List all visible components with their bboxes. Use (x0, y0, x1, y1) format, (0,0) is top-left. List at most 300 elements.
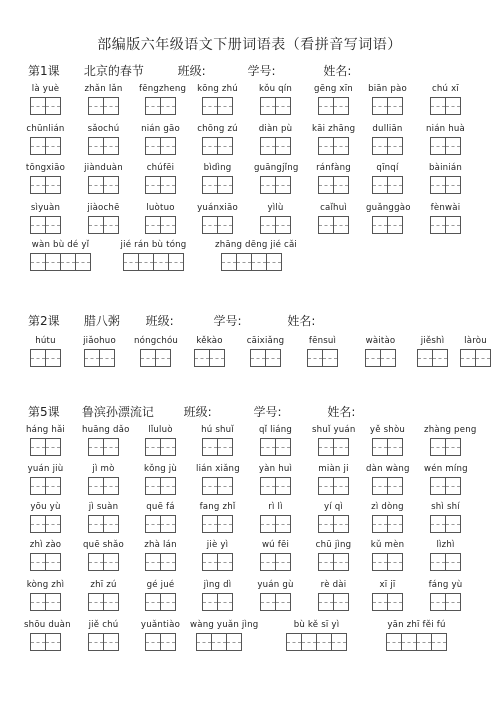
writing-boxes (202, 553, 232, 571)
pinyin-label: kěkào (196, 336, 223, 346)
pinyin-label: qīnqí (376, 163, 399, 173)
character-box[interactable] (387, 97, 403, 115)
writing-boxes (88, 593, 118, 611)
character-box[interactable] (217, 553, 233, 571)
writing-boxes (260, 438, 290, 456)
pinyin-label: jiěshì (420, 336, 445, 346)
character-box[interactable] (430, 477, 446, 495)
student-id-label: 学号: (253, 405, 282, 419)
pinyin-label: là yuè (31, 84, 60, 94)
pinyin-label: gé jué (146, 580, 175, 590)
character-box[interactable] (145, 515, 161, 533)
character-box[interactable] (260, 515, 276, 533)
word-row (0, 124, 499, 168)
writing-boxes (372, 593, 402, 611)
character-box[interactable] (145, 216, 161, 234)
character-box[interactable] (275, 176, 291, 194)
class-label: 班级: (145, 314, 174, 328)
character-box[interactable] (387, 137, 403, 155)
writing-boxes (318, 553, 348, 571)
character-box[interactable] (333, 137, 349, 155)
character-box[interactable] (145, 97, 161, 115)
writing-boxes (202, 176, 232, 194)
character-box[interactable] (318, 97, 334, 115)
character-box[interactable] (209, 349, 225, 367)
lesson-header (28, 312, 315, 329)
writing-boxes (430, 216, 460, 234)
character-box[interactable] (430, 593, 446, 611)
pinyin-label: miàn ji (318, 464, 349, 474)
character-box[interactable] (275, 438, 291, 456)
pinyin-label: bàinián (428, 163, 463, 173)
character-box[interactable] (196, 633, 212, 651)
pinyin-label: jì mò (92, 464, 115, 474)
character-box[interactable] (103, 137, 119, 155)
pinyin-label: tōngxiāo (25, 163, 66, 173)
pinyin-label: zhà lán (144, 540, 177, 550)
writing-boxes (365, 349, 395, 367)
character-box[interactable] (318, 515, 334, 533)
word-row (0, 240, 499, 284)
writing-boxes (30, 216, 60, 234)
character-box[interactable] (138, 253, 154, 271)
character-box[interactable] (260, 438, 276, 456)
character-box[interactable] (202, 176, 218, 194)
character-box[interactable] (160, 97, 176, 115)
page-title: 部编版六年级语文下册词语表（看拼音写词语） (97, 37, 402, 53)
character-box[interactable] (103, 176, 119, 194)
character-box[interactable] (88, 438, 104, 456)
character-box[interactable] (318, 137, 334, 155)
pinyin-label: quē shǎo (83, 540, 124, 550)
character-box[interactable] (145, 438, 161, 456)
character-box[interactable] (103, 97, 119, 115)
writing-boxes (260, 137, 290, 155)
character-box[interactable] (333, 515, 349, 533)
lesson-title: 北京的春节 (83, 64, 144, 78)
character-box[interactable] (372, 593, 388, 611)
writing-boxes (318, 593, 348, 611)
character-box[interactable] (103, 477, 119, 495)
character-box[interactable] (445, 515, 461, 533)
pinyin-label: kǒng jù (143, 464, 178, 474)
character-box[interactable] (275, 477, 291, 495)
character-box[interactable] (372, 553, 388, 571)
character-box[interactable] (88, 176, 104, 194)
pinyin-label: biān pào (368, 84, 407, 94)
character-box[interactable] (88, 633, 104, 651)
character-box[interactable] (30, 515, 46, 533)
character-box[interactable] (45, 253, 61, 271)
character-box[interactable] (372, 97, 388, 115)
character-box[interactable] (60, 253, 76, 271)
character-box[interactable] (99, 349, 115, 367)
writing-boxes (145, 216, 175, 234)
character-box[interactable] (260, 553, 276, 571)
writing-boxes (88, 477, 118, 495)
character-box[interactable] (301, 633, 317, 651)
character-box[interactable] (202, 553, 218, 571)
character-box[interactable] (45, 137, 61, 155)
writing-boxes (318, 137, 348, 155)
character-box[interactable] (318, 553, 334, 571)
character-box[interactable] (30, 216, 46, 234)
pinyin-label: nóngchóu (134, 336, 179, 346)
writing-boxes (30, 515, 60, 533)
character-box[interactable] (430, 176, 446, 194)
writing-boxes (386, 633, 446, 651)
character-box[interactable] (217, 97, 233, 115)
character-box[interactable] (318, 176, 334, 194)
pinyin-label: háng hǎi (25, 425, 66, 435)
word-row (0, 540, 499, 584)
character-box[interactable] (160, 477, 176, 495)
character-box[interactable] (275, 216, 291, 234)
character-box[interactable] (45, 176, 61, 194)
character-box[interactable] (160, 216, 176, 234)
writing-boxes (30, 97, 60, 115)
character-box[interactable] (45, 593, 61, 611)
character-box[interactable] (202, 137, 218, 155)
character-box[interactable] (145, 176, 161, 194)
character-box[interactable] (260, 137, 276, 155)
character-box[interactable] (217, 477, 233, 495)
pinyin-label: yōu yù (30, 502, 61, 512)
character-box[interactable] (430, 438, 446, 456)
pinyin-label: chūnlián (26, 124, 65, 134)
pinyin-label: fang zhǐ (199, 502, 236, 512)
character-box[interactable] (211, 633, 227, 651)
character-box[interactable] (145, 137, 161, 155)
character-box[interactable] (103, 633, 119, 651)
character-box[interactable] (316, 633, 332, 651)
character-box[interactable] (88, 553, 104, 571)
student-name-label: 姓名: (327, 405, 356, 419)
character-box[interactable] (387, 477, 403, 495)
pinyin-label: diàn pù (258, 124, 293, 134)
character-box[interactable] (202, 477, 218, 495)
lesson-title: 腊八粥 (83, 314, 120, 328)
character-box[interactable] (45, 216, 61, 234)
character-box[interactable] (445, 97, 461, 115)
character-box[interactable] (145, 633, 161, 651)
character-box[interactable] (386, 633, 402, 651)
pinyin-label: shì shí (431, 502, 460, 512)
pinyin-label: wàitào (365, 336, 396, 346)
character-box[interactable] (260, 97, 276, 115)
writing-boxes (88, 515, 118, 533)
character-box[interactable] (45, 633, 61, 651)
character-box[interactable] (372, 216, 388, 234)
character-box[interactable] (331, 633, 347, 651)
character-box[interactable] (432, 349, 448, 367)
character-box[interactable] (401, 633, 417, 651)
character-box[interactable] (30, 477, 46, 495)
character-box[interactable] (275, 137, 291, 155)
character-box[interactable] (260, 477, 276, 495)
character-box[interactable] (202, 515, 218, 533)
character-box[interactable] (30, 553, 46, 571)
character-box[interactable] (333, 97, 349, 115)
character-box[interactable] (45, 553, 61, 571)
character-box[interactable] (372, 477, 388, 495)
writing-boxes (372, 137, 402, 155)
pinyin-label: zhǎn lǎn (84, 84, 123, 94)
character-box[interactable] (45, 515, 61, 533)
writing-boxes (145, 438, 175, 456)
character-box[interactable] (202, 593, 218, 611)
character-box[interactable] (445, 438, 461, 456)
character-box[interactable] (217, 216, 233, 234)
character-box[interactable] (217, 438, 233, 456)
character-box[interactable] (202, 97, 218, 115)
pinyin-label: lián xiǎng (196, 464, 240, 474)
character-box[interactable] (475, 349, 491, 367)
character-box[interactable] (103, 438, 119, 456)
character-box[interactable] (30, 349, 46, 367)
character-box[interactable] (318, 438, 334, 456)
writing-boxes (88, 97, 118, 115)
character-box[interactable] (445, 593, 461, 611)
pinyin-label: kòng zhì (26, 580, 65, 590)
character-box[interactable] (372, 515, 388, 533)
writing-boxes (202, 216, 232, 234)
character-box[interactable] (217, 593, 233, 611)
character-box[interactable] (155, 349, 171, 367)
character-box[interactable] (30, 176, 46, 194)
character-box[interactable] (372, 137, 388, 155)
pinyin-label: guǎnggào (366, 203, 411, 213)
student-id-label: 学号: (247, 64, 276, 78)
character-box[interactable] (221, 253, 237, 271)
character-box[interactable] (160, 515, 176, 533)
writing-boxes (88, 438, 118, 456)
character-box[interactable] (318, 593, 334, 611)
character-box[interactable] (202, 216, 218, 234)
student-name-label: 姓名: (323, 64, 352, 78)
character-box[interactable] (430, 97, 446, 115)
character-box[interactable] (333, 438, 349, 456)
character-box[interactable] (372, 438, 388, 456)
character-box[interactable] (160, 593, 176, 611)
pinyin-label: chúfēi (146, 163, 175, 173)
character-box[interactable] (30, 137, 46, 155)
character-box[interactable] (387, 593, 403, 611)
character-box[interactable] (45, 349, 61, 367)
character-box[interactable] (145, 593, 161, 611)
writing-boxes (202, 438, 232, 456)
character-box[interactable] (84, 349, 100, 367)
character-box[interactable] (318, 477, 334, 495)
character-box[interactable] (217, 137, 233, 155)
writing-boxes (318, 477, 348, 495)
writing-boxes (30, 633, 60, 651)
writing-boxes (202, 477, 232, 495)
character-box[interactable] (416, 633, 432, 651)
pinyin-label: quē fá (146, 502, 175, 512)
character-box[interactable] (202, 438, 218, 456)
character-box[interactable] (387, 553, 403, 571)
character-box[interactable] (322, 349, 338, 367)
writing-boxes (145, 515, 175, 533)
writing-boxes (372, 438, 402, 456)
character-box[interactable] (140, 349, 156, 367)
writing-boxes (250, 349, 280, 367)
student-name-label: 姓名: (287, 314, 316, 328)
character-box[interactable] (168, 253, 184, 271)
writing-boxes (145, 137, 175, 155)
character-box[interactable] (160, 633, 176, 651)
writing-boxes (318, 438, 348, 456)
pinyin-label: wàng yuǎn jìng (190, 620, 259, 630)
character-box[interactable] (460, 349, 476, 367)
character-box[interactable] (445, 137, 461, 155)
character-box[interactable] (333, 553, 349, 571)
pinyin-label: chū jìng (315, 540, 352, 550)
character-box[interactable] (153, 253, 169, 271)
writing-boxes (260, 97, 290, 115)
character-box[interactable] (260, 593, 276, 611)
writing-boxes (145, 553, 175, 571)
lesson-header (28, 62, 351, 79)
character-box[interactable] (226, 633, 242, 651)
writing-boxes (88, 633, 118, 651)
character-box[interactable] (275, 593, 291, 611)
pinyin-label: luòtuo (146, 203, 175, 213)
pinyin-label: nián huà (425, 124, 466, 134)
character-box[interactable] (194, 349, 210, 367)
character-box[interactable] (103, 515, 119, 533)
character-box[interactable] (260, 176, 276, 194)
pinyin-label: nián gāo (141, 124, 180, 134)
pinyin-label: wàn bù dé yǐ (31, 240, 90, 250)
writing-boxes (88, 176, 118, 194)
character-box[interactable] (260, 216, 276, 234)
character-box[interactable] (365, 349, 381, 367)
pinyin-label: chú xī (431, 84, 460, 94)
writing-boxes (84, 349, 114, 367)
character-box[interactable] (88, 593, 104, 611)
character-box[interactable] (387, 176, 403, 194)
character-box[interactable] (430, 137, 446, 155)
character-box[interactable] (445, 216, 461, 234)
character-box[interactable] (123, 253, 139, 271)
writing-boxes (318, 216, 348, 234)
character-box[interactable] (275, 97, 291, 115)
character-box[interactable] (431, 633, 447, 651)
character-box[interactable] (30, 438, 46, 456)
character-box[interactable] (30, 253, 46, 271)
pinyin-label: jiànduàn (84, 163, 123, 173)
character-box[interactable] (417, 349, 433, 367)
word-row (0, 425, 499, 469)
pinyin-label: kōng zhú (197, 84, 238, 94)
character-box[interactable] (103, 216, 119, 234)
character-box[interactable] (430, 216, 446, 234)
character-box[interactable] (333, 216, 349, 234)
character-box[interactable] (88, 515, 104, 533)
character-box[interactable] (236, 253, 252, 271)
character-box[interactable] (145, 553, 161, 571)
pinyin-label: bìdìng (203, 163, 232, 173)
character-box[interactable] (88, 137, 104, 155)
character-box[interactable] (160, 438, 176, 456)
pinyin-label: yān zhī fěi fú (387, 620, 446, 630)
character-box[interactable] (160, 553, 176, 571)
character-box[interactable] (380, 349, 396, 367)
character-box[interactable] (333, 593, 349, 611)
word-row (0, 84, 499, 128)
character-box[interactable] (30, 593, 46, 611)
character-box[interactable] (286, 633, 302, 651)
character-box[interactable] (88, 216, 104, 234)
word-row (0, 163, 499, 207)
character-box[interactable] (265, 349, 281, 367)
character-box[interactable] (45, 438, 61, 456)
character-box[interactable] (251, 253, 267, 271)
character-box[interactable] (145, 477, 161, 495)
character-box[interactable] (430, 553, 446, 571)
pinyin-label: fēnsuì (308, 336, 337, 346)
pinyin-label: yuǎntiào (140, 620, 181, 630)
lesson-title: 鲁滨孙漂流记 (81, 405, 154, 419)
character-box[interactable] (445, 477, 461, 495)
character-box[interactable] (275, 515, 291, 533)
character-box[interactable] (88, 97, 104, 115)
writing-boxes (30, 137, 60, 155)
pinyin-label: sìyuàn (30, 203, 61, 213)
character-box[interactable] (275, 553, 291, 571)
pinyin-label: jiě chú (88, 620, 119, 630)
writing-boxes (123, 253, 183, 271)
pinyin-label: zhì zào (29, 540, 62, 550)
character-box[interactable] (160, 176, 176, 194)
character-box[interactable] (103, 593, 119, 611)
character-box[interactable] (372, 176, 388, 194)
writing-boxes (260, 216, 290, 234)
class-label: 班级: (183, 405, 212, 419)
writing-boxes (140, 349, 170, 367)
character-box[interactable] (217, 176, 233, 194)
character-box[interactable] (30, 97, 46, 115)
writing-boxes (460, 349, 490, 367)
character-box[interactable] (387, 216, 403, 234)
pinyin-label: jì suàn (88, 502, 119, 512)
character-box[interactable] (445, 553, 461, 571)
character-box[interactable] (217, 515, 233, 533)
character-box[interactable] (250, 349, 266, 367)
character-box[interactable] (160, 137, 176, 155)
character-box[interactable] (45, 97, 61, 115)
character-box[interactable] (45, 477, 61, 495)
character-box[interactable] (103, 553, 119, 571)
character-box[interactable] (307, 349, 323, 367)
character-box[interactable] (30, 633, 46, 651)
character-box[interactable] (387, 438, 403, 456)
character-box[interactable] (333, 176, 349, 194)
character-box[interactable] (266, 253, 282, 271)
pinyin-label: xī jī (379, 580, 396, 590)
character-box[interactable] (387, 515, 403, 533)
character-box[interactable] (75, 253, 91, 271)
character-box[interactable] (445, 176, 461, 194)
character-box[interactable] (333, 477, 349, 495)
pinyin-label: kǔ mèn (370, 540, 405, 550)
character-box[interactable] (430, 515, 446, 533)
character-box[interactable] (88, 477, 104, 495)
character-box[interactable] (318, 216, 334, 234)
pinyin-label: bù kě sī yì (293, 620, 340, 630)
